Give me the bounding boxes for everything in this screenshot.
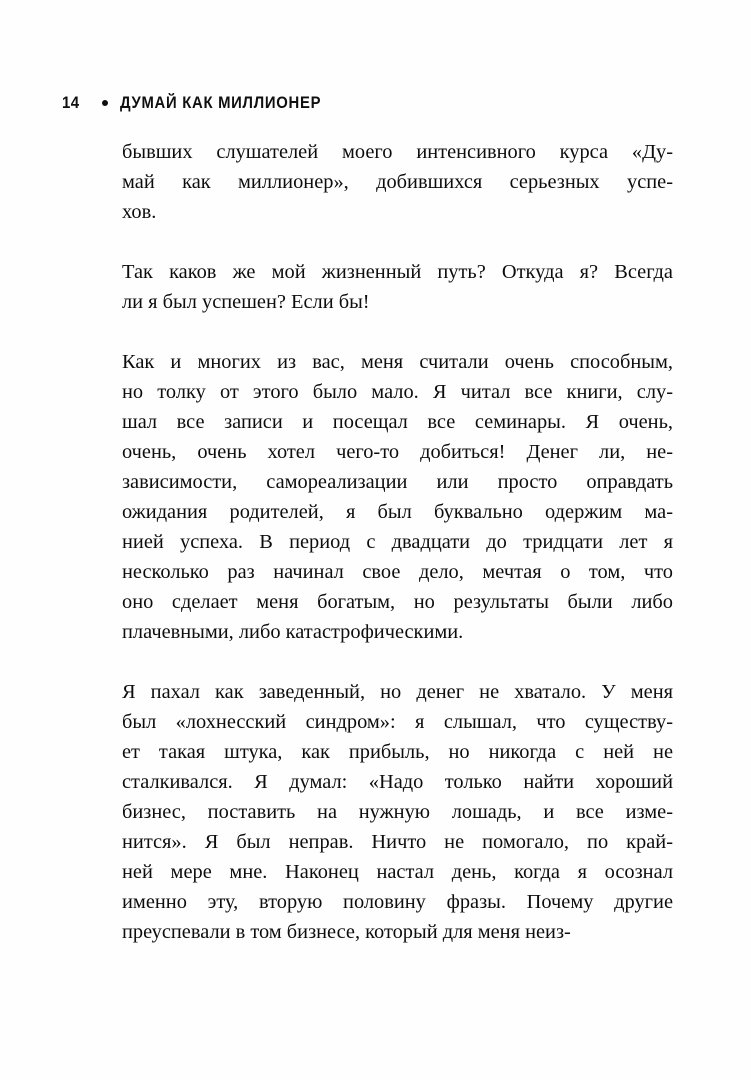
text-line: Как и многих из вас, меня считали очень способным, — [122, 351, 673, 373]
running-header — [62, 93, 343, 113]
text-line: хов. — [122, 201, 157, 223]
text-line: ней мере мне. Наконец настал день, когда я осознал — [122, 861, 673, 883]
text-line: Так каков же мой жизненный путь? Откуда я? Всегда — [122, 261, 673, 283]
text-line: именно эту, вторую половину фразы. Почему другие — [122, 891, 673, 913]
text-line: шал все записи и посещал все семинары. Я очень, — [122, 411, 673, 433]
text-line: зависимости, самореализации или просто оправдать — [122, 471, 673, 493]
page-number: 14 — [62, 93, 80, 112]
paragraph — [122, 137, 673, 227]
text-line: плачевными, либо катастрофическими. — [122, 621, 464, 643]
text-line: оно сделает меня богатым, но результаты были либо — [122, 591, 673, 613]
text-line: май как миллионер», добившихся серьезных успе- — [122, 171, 673, 193]
text-line: ожидания родителей, я был буквально одержим ма- — [122, 501, 673, 523]
text-line: но толку от этого было мало. Я читал все книги, слу- — [122, 381, 673, 403]
text-line: бизнес, поставить на нужную лошадь, и все изме- — [122, 801, 673, 823]
text-line: Я пахал как заведенный, но денег не хватало. У меня — [122, 681, 673, 703]
bullet-separator-icon — [102, 100, 108, 106]
text-line: бывших слушателей моего интенсивного курса «Ду- — [122, 141, 673, 163]
running-title: ДУМАЙ КАК МИЛЛИОНЕР — [119, 93, 322, 112]
text-line: нится». Я был неправ. Ничто не помогало, по край- — [122, 831, 673, 853]
text-line: преуспевали в том бизнесе, который для меня неиз- — [122, 921, 571, 943]
text-line: очень, очень хотел чего-то добиться! Денег ли, не- — [122, 441, 673, 463]
paragraph — [122, 677, 673, 947]
paragraph — [122, 257, 673, 317]
text-line: был «лохнесский синдром»: я слышал, что существу- — [122, 711, 673, 733]
body-text — [122, 137, 673, 947]
paragraph — [122, 347, 673, 647]
text-line: несколько раз начинал свое дело, мечтая о том, что — [122, 561, 673, 583]
text-line: ет такая штука, как прибыль, но никогда с ней не — [122, 741, 673, 763]
text-line: сталкивался. Я думал: «Надо только найти хороший — [122, 771, 673, 793]
text-line: нией успеха. В период с двадцати до тридцати лет я — [122, 531, 673, 553]
text-line: ли я был успешен? Если бы! — [122, 291, 370, 313]
